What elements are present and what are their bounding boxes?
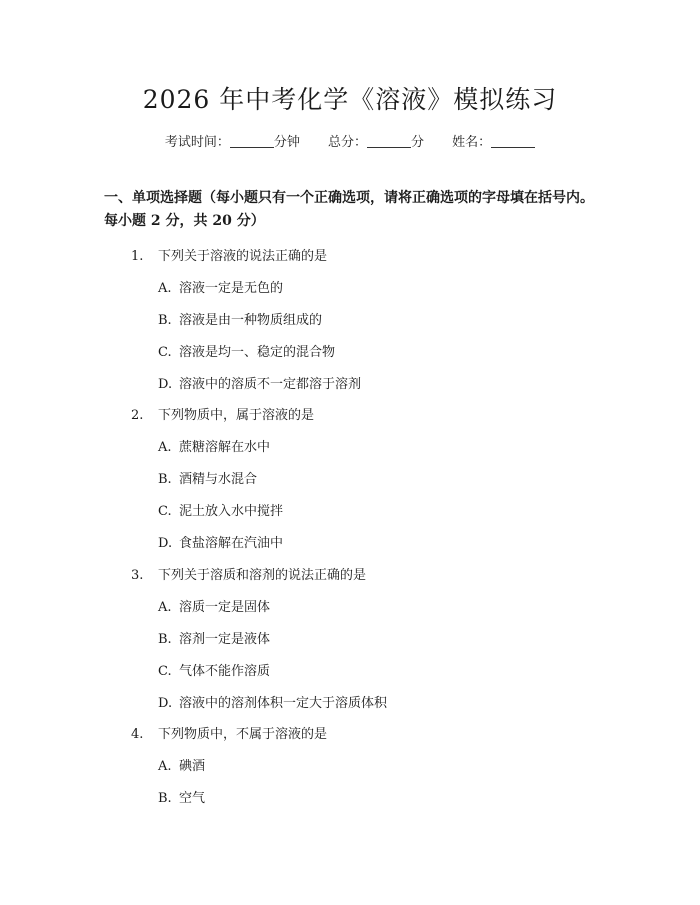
option-text: 溶液一定是无色的 <box>179 281 284 296</box>
option-letter: B. <box>158 313 172 328</box>
total-score-label: 总分： <box>327 135 367 150</box>
exam-time-label: 考试时间： <box>164 135 230 150</box>
student-name-blank <box>491 135 535 148</box>
option-letter: D. <box>158 536 173 551</box>
option-text: 气体不能作溶质 <box>179 664 271 679</box>
question-number: 3. <box>131 568 144 583</box>
option-letter: B. <box>158 472 172 487</box>
page-title: 2026 年中考化学《溶液》模拟练习 <box>142 85 558 114</box>
student-name-field <box>452 135 535 150</box>
option-text: 酒精与水混合 <box>179 472 258 487</box>
exam-time-unit: 分钟 <box>273 135 300 150</box>
option-text: 溶质一定是固体 <box>179 600 271 615</box>
option-text: 溶液是均一、稳定的混合物 <box>179 345 336 360</box>
exam-time-field <box>165 135 304 150</box>
option-text: 溶液是由一种物质组成的 <box>179 313 323 328</box>
question-2 <box>131 404 314 423</box>
option-text: 溶液中的溶质不一定都溶于溶剂 <box>179 377 362 392</box>
question-3-option-b <box>158 628 270 647</box>
option-letter: D. <box>158 377 173 392</box>
option-text: 食盐溶解在汽油中 <box>179 536 284 551</box>
option-text: 蔗糖溶解在水中 <box>179 440 271 455</box>
option-text: 碘酒 <box>179 759 206 774</box>
question-2-option-b <box>158 468 257 487</box>
question-4-option-a <box>158 755 205 774</box>
question-3 <box>131 564 366 583</box>
question-3-option-d <box>158 692 387 711</box>
question-text: 下列关于溶液的说法正确的是 <box>158 249 328 264</box>
question-2-option-a <box>158 436 270 455</box>
option-letter: A. <box>158 759 172 774</box>
question-1-option-c <box>158 341 335 360</box>
total-score-field <box>328 135 428 150</box>
student-name-label: 姓名： <box>452 135 492 150</box>
option-text: 空气 <box>179 791 206 806</box>
option-letter: C. <box>158 664 172 679</box>
question-1-option-d <box>158 373 361 392</box>
option-text: 溶剂一定是液体 <box>179 632 271 647</box>
total-score-blank <box>367 135 411 148</box>
question-3-option-c <box>158 660 270 679</box>
question-1-option-a <box>158 277 283 296</box>
option-letter: C. <box>158 504 172 519</box>
question-4-option-b <box>158 787 205 806</box>
question-3-option-a <box>158 596 270 615</box>
question-text: 下列关于溶质和溶剂的说法正确的是 <box>158 568 367 583</box>
question-number: 4. <box>131 727 144 742</box>
option-letter: C. <box>158 345 172 360</box>
option-letter: D. <box>158 696 173 711</box>
question-2-option-c <box>158 500 283 519</box>
exam-time-blank <box>230 135 274 148</box>
question-text: 下列物质中，不属于溶液的是 <box>158 727 328 742</box>
total-score-unit: 分 <box>411 135 425 150</box>
question-4 <box>131 723 327 742</box>
question-1 <box>131 245 327 264</box>
question-number: 2. <box>131 408 144 423</box>
option-letter: A. <box>158 600 172 615</box>
option-letter: B. <box>158 632 172 647</box>
question-1-option-b <box>158 309 322 328</box>
option-text: 溶液中的溶剂体积一定大于溶质体积 <box>179 696 388 711</box>
option-letter: B. <box>158 791 172 806</box>
option-text: 泥土放入水中搅拌 <box>179 504 284 519</box>
section-heading: 一、单项选择题（每小题只有一个正确选项，请将正确选项的字母填在括号内。每小题 2 分，共 20 分） <box>104 190 594 229</box>
question-text: 下列物质中，属于溶液的是 <box>158 408 315 423</box>
question-number: 1. <box>131 249 144 264</box>
option-letter: A. <box>158 281 172 296</box>
exam-info-line <box>0 131 700 150</box>
option-letter: A. <box>158 440 172 455</box>
question-2-option-d <box>158 532 283 551</box>
